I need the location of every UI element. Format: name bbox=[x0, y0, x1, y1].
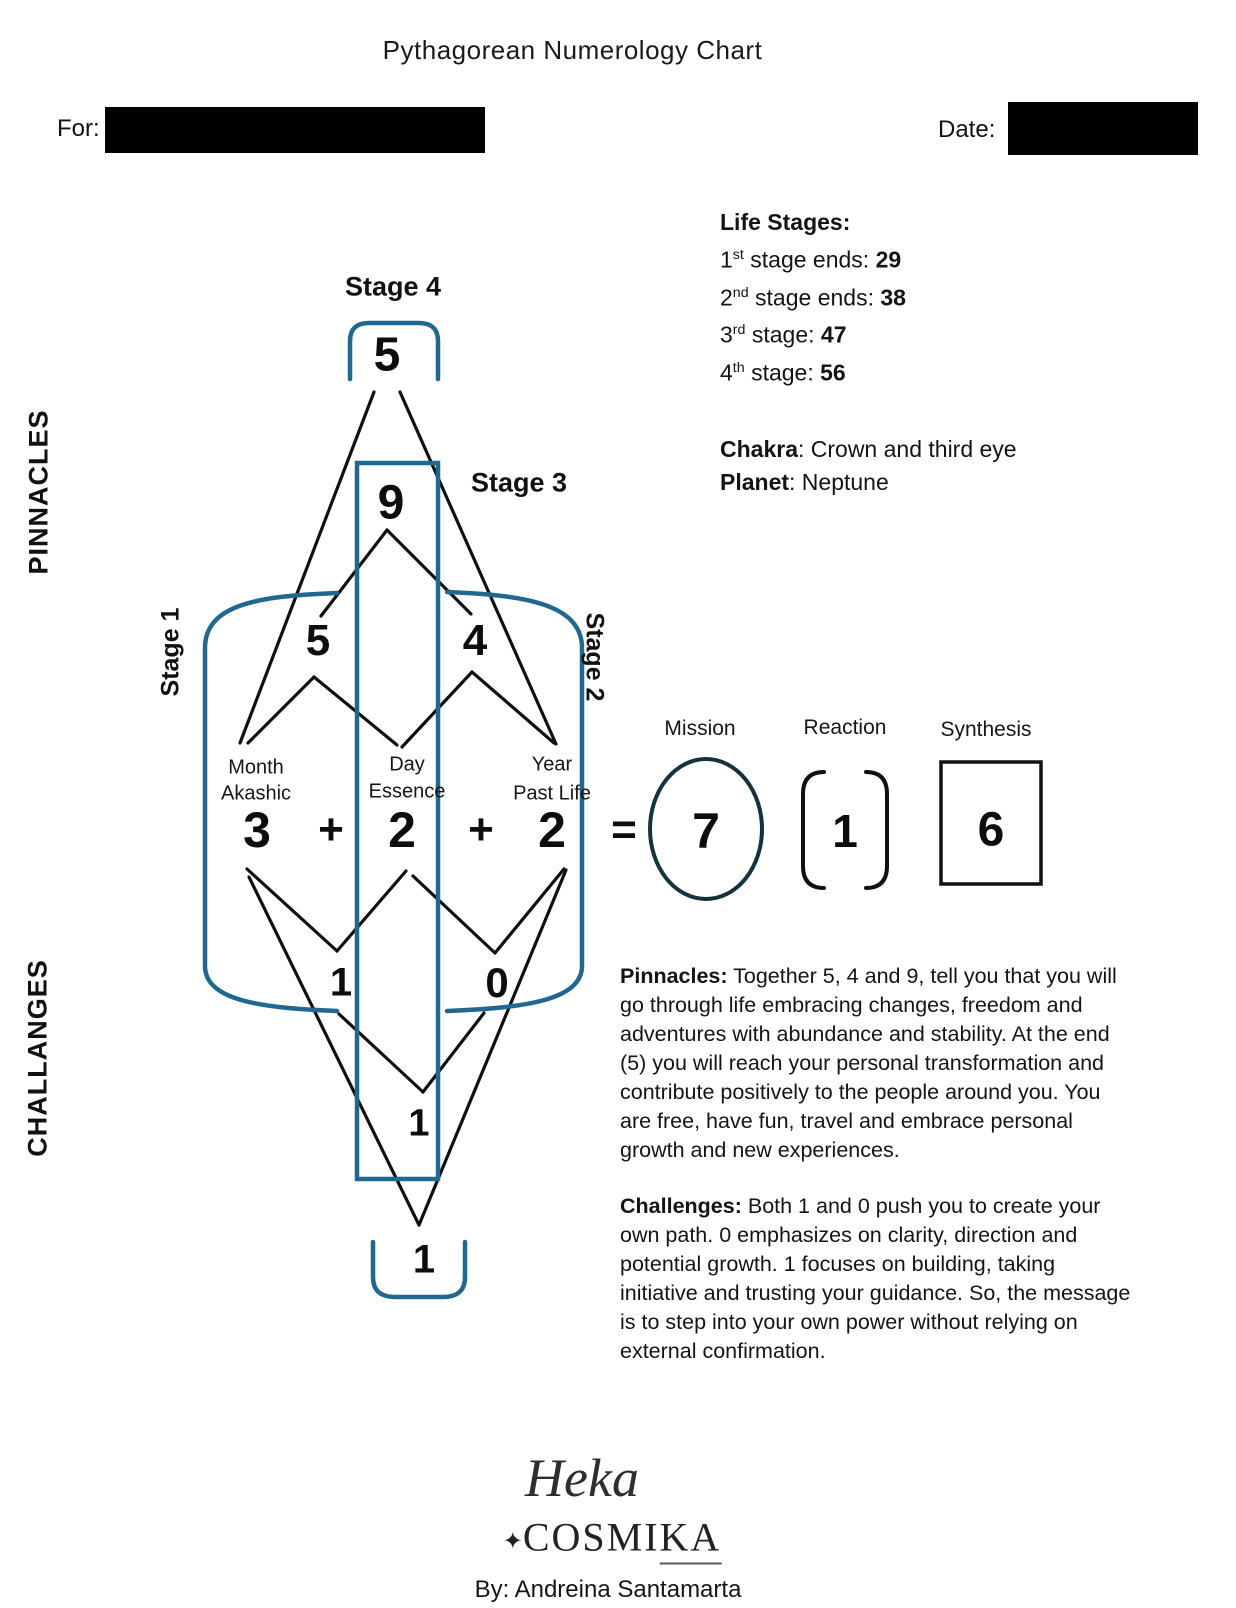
day-value: 2 bbox=[388, 802, 416, 858]
pinnacles-paragraph-text: Together 5, 4 and 9, tell you that you will go through life embracing changes, freedom and adventures with abundance and stability. At the end (5) you will reach your personal transformation and contribute positively to the people around you. You are free, have fun, travel and embrace personal growth and new experiences. bbox=[620, 964, 1117, 1162]
stage-row-value: 38 bbox=[880, 284, 906, 311]
stage-row-value: 29 bbox=[875, 246, 902, 273]
stage-row-text: stage: bbox=[745, 321, 821, 348]
stage-row-num: 1 bbox=[720, 246, 733, 273]
stage3-label: Stage 3 bbox=[470, 467, 568, 498]
reaction-bracket-right bbox=[866, 772, 887, 888]
life-stages-block bbox=[720, 206, 1200, 499]
year-label-line1: Year bbox=[531, 753, 573, 776]
stage3-value: 9 bbox=[377, 476, 405, 530]
life-stage-row-4 bbox=[720, 352, 1200, 390]
logo-heka: Heka bbox=[525, 1448, 639, 1508]
stage-row-ordinal: rd bbox=[732, 322, 746, 339]
stage-row-value: 56 bbox=[820, 359, 846, 386]
challenges-paragraph bbox=[620, 1192, 1132, 1366]
for-redaction-box bbox=[105, 107, 485, 153]
stage-row-num: 4 bbox=[720, 359, 733, 386]
date-label: Date: bbox=[938, 116, 996, 143]
stage1-value: 5 bbox=[305, 616, 331, 665]
month-value: 3 bbox=[243, 802, 271, 858]
stage-row-num: 2 bbox=[720, 284, 733, 311]
life-stages-heading: Life Stages: bbox=[720, 209, 851, 235]
stage4-value: 5 bbox=[373, 328, 401, 382]
stage2-value: 4 bbox=[462, 616, 488, 665]
pinnacles-paragraph bbox=[620, 962, 1132, 1165]
life-stage-row-2 bbox=[720, 277, 1200, 315]
reaction-bracket-left bbox=[803, 772, 824, 888]
reaction-value: 1 bbox=[832, 805, 858, 857]
logo-cosmika-text: COSMI bbox=[522, 1514, 660, 1560]
chakra-text: : Crown and third eye bbox=[797, 435, 1017, 462]
sparkle-icon: ✦ bbox=[502, 1528, 523, 1555]
reaction-label: Reaction bbox=[803, 716, 887, 739]
year-label-line2: Past Life bbox=[513, 782, 591, 805]
stage1-label: Stage 1 bbox=[156, 607, 185, 697]
challenge-right-value: 0 bbox=[485, 959, 509, 1006]
chakra-planet-block bbox=[720, 433, 1200, 499]
stage2-label: Stage 2 bbox=[580, 612, 609, 702]
year-value: 2 bbox=[538, 802, 566, 858]
planet-line bbox=[720, 466, 1200, 499]
planet-text: : Neptune bbox=[789, 468, 889, 495]
stage-row-ordinal: th bbox=[732, 359, 745, 376]
pinnacles-side-label: PINNACLES bbox=[23, 409, 54, 575]
challenge-mid-value: 1 bbox=[408, 1102, 430, 1145]
life-stage-row-3 bbox=[720, 314, 1200, 352]
planet-label: Planet bbox=[720, 468, 790, 495]
challenges-paragraph-label: Challenges: bbox=[620, 1194, 742, 1218]
stage-row-num: 3 bbox=[720, 321, 733, 348]
stage-row-text: stage ends: bbox=[748, 284, 881, 311]
day-label-line2: Essence bbox=[368, 780, 446, 803]
equals-sign: = bbox=[611, 805, 637, 854]
day-label-line1: Day bbox=[389, 753, 425, 776]
stage-row-value: 47 bbox=[820, 321, 847, 348]
stage4-label: Stage 4 bbox=[344, 271, 442, 302]
mission-value: 7 bbox=[692, 803, 720, 859]
for-label: For: bbox=[57, 115, 100, 142]
plus-sign-2: + bbox=[468, 805, 494, 854]
synthesis-value: 6 bbox=[977, 803, 1005, 857]
plus-sign-1: + bbox=[318, 805, 344, 854]
mission-label: Mission bbox=[664, 717, 736, 740]
chakra-line bbox=[720, 433, 1200, 466]
synthesis-label: Synthesis bbox=[940, 718, 1032, 741]
chakra-label: Chakra bbox=[720, 435, 798, 462]
stage-row-ordinal: st bbox=[732, 247, 744, 263]
stage-row-text: stage: bbox=[744, 359, 821, 386]
month-label-line1: Month bbox=[228, 756, 284, 779]
life-stage-row-1 bbox=[720, 239, 1200, 277]
month-label-line2: Akashic bbox=[220, 782, 292, 805]
logo-cosmika-underlined: KA bbox=[660, 1515, 722, 1565]
pinnacles-paragraph-label: Pinnacles: bbox=[620, 964, 728, 988]
logo-cosmika bbox=[503, 1514, 722, 1561]
challenges-paragraph-text: Both 1 and 0 push you to create your own path. 0 emphasizes on clarity, direction and potential growth. 1 focuses on building, taking initiative and trusting your guidance. So, the message is to step into your own power without relying on external confirmation. bbox=[620, 1194, 1131, 1363]
page-title: Pythagorean Numerology Chart bbox=[382, 35, 763, 65]
challenge-final-value: 1 bbox=[412, 1237, 436, 1282]
byline: By: Andreina Santamarta bbox=[474, 1576, 742, 1603]
challenges-side-label: CHALLANGES bbox=[22, 959, 53, 1157]
stage-row-ordinal: nd bbox=[732, 284, 749, 301]
date-redaction-box bbox=[1008, 102, 1198, 155]
challenge-left-value: 1 bbox=[329, 960, 353, 1005]
interpretation-block bbox=[620, 962, 1132, 1366]
stage-row-text: stage ends: bbox=[743, 246, 876, 273]
